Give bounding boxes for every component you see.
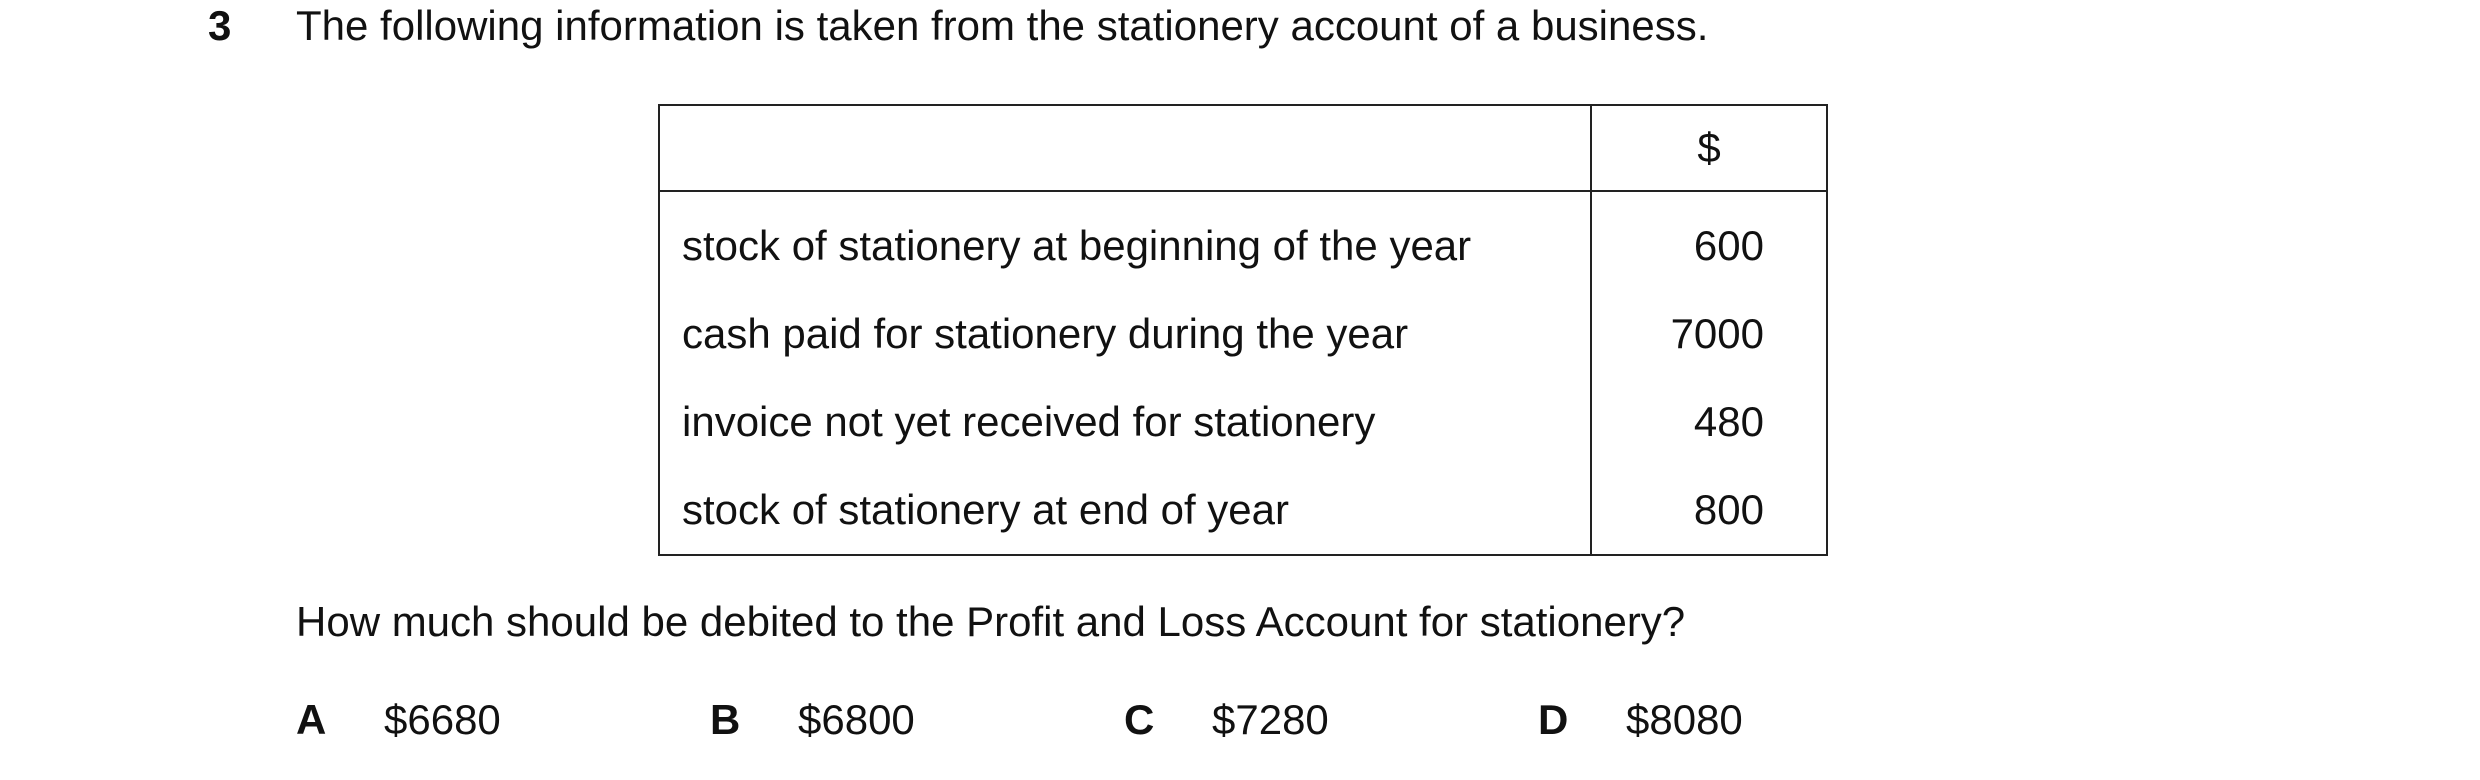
table-row bbox=[659, 378, 1827, 466]
header-description-cell bbox=[659, 105, 1591, 191]
option-d[interactable] bbox=[1538, 694, 1743, 746]
stationery-table bbox=[658, 104, 1828, 556]
option-c[interactable] bbox=[1124, 694, 1329, 746]
option-value: $6800 bbox=[798, 696, 915, 743]
question-number: 3 bbox=[208, 2, 232, 49]
row-amount: 800 bbox=[1591, 466, 1827, 555]
row-description: stock of stationery at beginning of the year bbox=[659, 191, 1591, 290]
row-amount: 7000 bbox=[1591, 290, 1827, 378]
option-b[interactable] bbox=[710, 694, 915, 746]
table-row bbox=[659, 290, 1827, 378]
option-a[interactable] bbox=[296, 694, 501, 746]
table-header-row bbox=[659, 105, 1827, 191]
option-letter: D bbox=[1538, 696, 1569, 743]
row-amount: 480 bbox=[1591, 378, 1827, 466]
question-intro: The following information is taken from the stationery account of a business. bbox=[296, 2, 1709, 49]
row-description: invoice not yet received for stationery bbox=[659, 378, 1591, 466]
row-description: stock of stationery at end of year bbox=[659, 466, 1591, 555]
header-unit-cell: $ bbox=[1591, 105, 1827, 191]
answer-options bbox=[296, 694, 2096, 746]
option-value: $7280 bbox=[1212, 696, 1329, 743]
table-row bbox=[659, 191, 1827, 290]
option-value: $6680 bbox=[384, 696, 501, 743]
option-value: $8080 bbox=[1626, 696, 1743, 743]
option-letter: C bbox=[1124, 696, 1155, 743]
row-description: cash paid for stationery during the year bbox=[659, 290, 1591, 378]
option-letter: B bbox=[710, 696, 741, 743]
option-letter: A bbox=[296, 696, 327, 743]
table-row bbox=[659, 466, 1827, 555]
row-amount: 600 bbox=[1591, 191, 1827, 290]
question-prompt: How much should be debited to the Profit and Loss Account for stationery? bbox=[296, 598, 1686, 645]
